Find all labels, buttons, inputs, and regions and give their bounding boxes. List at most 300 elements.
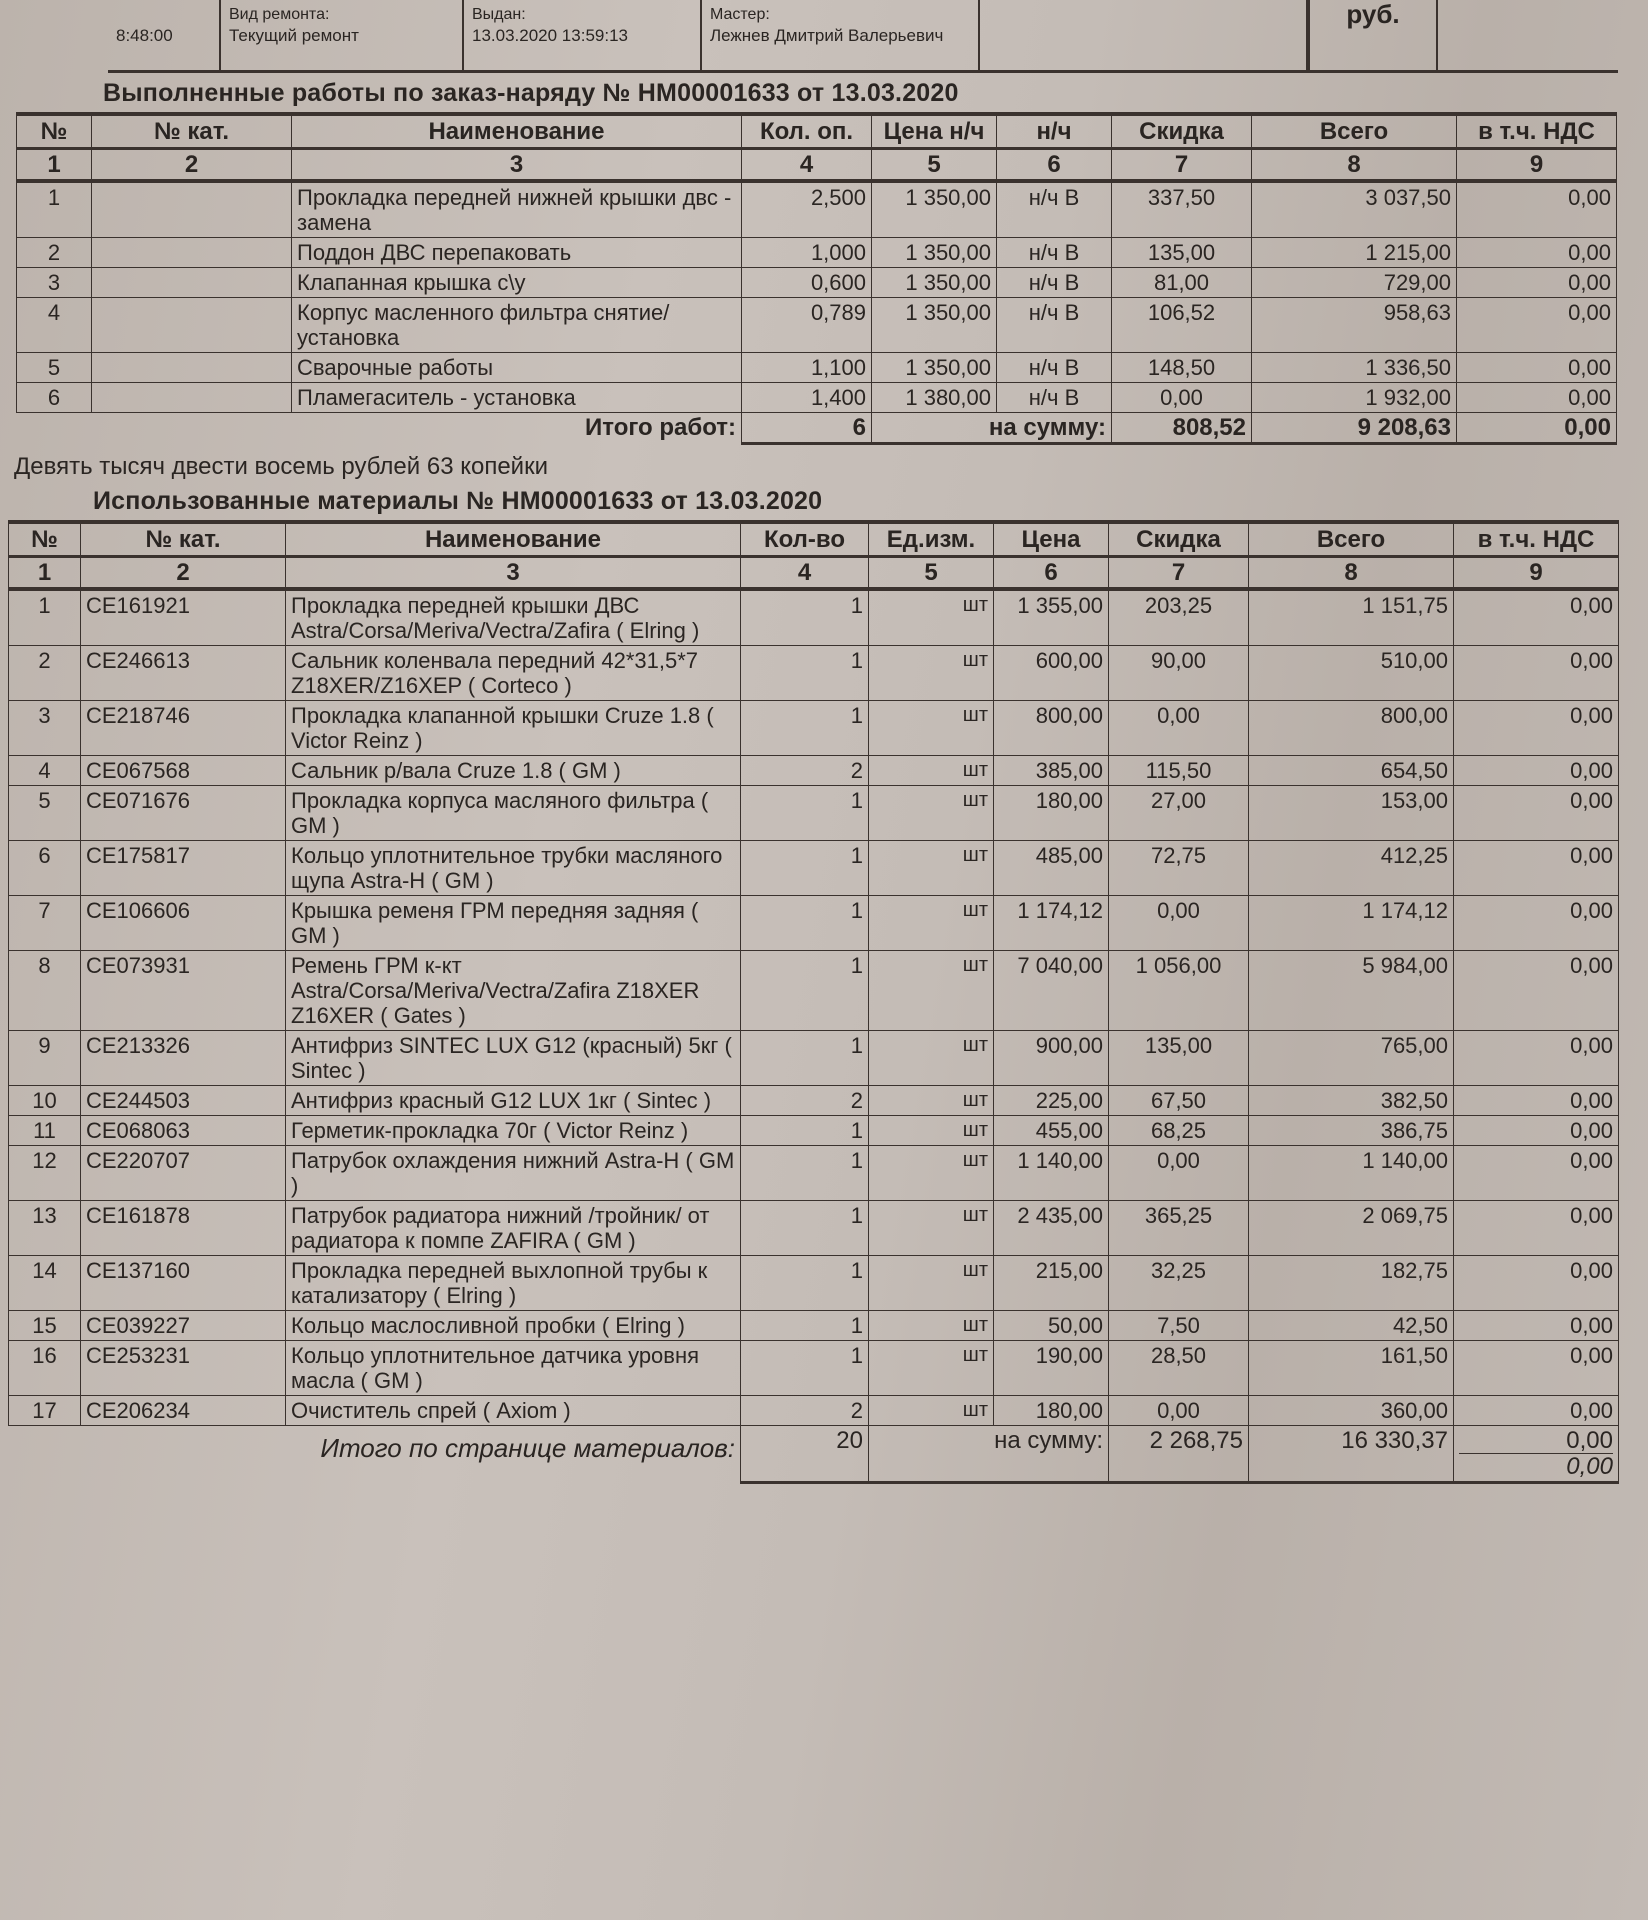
materials-cell-cat: CE213326 — [81, 1031, 286, 1086]
materials-cell-cat: CE175817 — [81, 841, 286, 896]
materials-cell-name: Крышка ремeня ГРМ передняя задняя ( GM ) — [286, 896, 741, 951]
materials-cell-vat: 0,00 — [1454, 1201, 1619, 1256]
col-number: 6 — [997, 149, 1112, 182]
col-header: Наименование — [292, 114, 742, 149]
works-cell-discount: 337,50 — [1112, 181, 1252, 238]
materials-cell-name: Прокладка клапанной крышки Cruze 1.8 ( Victor Reinz ) — [286, 701, 741, 756]
materials-cell-name: Очиститель спрей ( Axiom ) — [286, 1396, 741, 1426]
materials-cell-discount: 365,25 — [1109, 1201, 1249, 1256]
header-blank-cell — [980, 0, 1308, 70]
works-cell-n: 1 — [17, 181, 92, 238]
materials-cell-cat: CE068063 — [81, 1116, 286, 1146]
materials-cell-qty: 1 — [741, 1311, 869, 1341]
materials-cell-qty: 1 — [741, 841, 869, 896]
works-cell-unit: н/ч В — [997, 298, 1112, 353]
materials-cell-qty: 1 — [741, 1201, 869, 1256]
col-header: в т.ч. НДС — [1454, 522, 1619, 557]
materials-total-sum: 16 330,37 — [1249, 1426, 1454, 1483]
materials-cell-discount: 68,25 — [1109, 1116, 1249, 1146]
materials-cell-vat: 0,00 — [1454, 1256, 1619, 1311]
materials-cell-cat: CE206234 — [81, 1396, 286, 1426]
col-number: 2 — [81, 557, 286, 590]
materials-cell-vat: 0,00 — [1454, 786, 1619, 841]
materials-cell-name: Кольцо уплотнительное датчика уровня масла ( GM ) — [286, 1341, 741, 1396]
works-cell-discount: 106,52 — [1112, 298, 1252, 353]
col-header: Скидка — [1109, 522, 1249, 557]
materials-cell-cat: CE106606 — [81, 896, 286, 951]
col-number: 9 — [1457, 149, 1617, 182]
issued-value: 13.03.2020 13:59:13 — [472, 26, 628, 45]
materials-cell-vat: 0,00 — [1454, 756, 1619, 786]
works-cell-qty: 1,100 — [742, 353, 872, 383]
materials-cell-price: 225,00 — [994, 1086, 1109, 1116]
col-header: Кол-во — [741, 522, 869, 557]
materials-cell-discount: 203,25 — [1109, 589, 1249, 646]
col-number: 4 — [742, 149, 872, 182]
works-header-row — [17, 114, 1617, 149]
works-row — [17, 298, 1617, 353]
works-cell-vat: 0,00 — [1457, 268, 1617, 298]
works-cell-n: 2 — [17, 238, 92, 268]
materials-cell-unit: шт — [869, 1031, 994, 1086]
materials-cell-vat: 0,00 — [1454, 896, 1619, 951]
materials-cell-name: Прокладка передней выхлопной трубы к катализатору ( Elring ) — [286, 1256, 741, 1311]
master-value: Лежнев Дмитрий Валерьевич — [710, 26, 944, 45]
works-cell-discount: 0,00 — [1112, 383, 1252, 413]
materials-cell-qty: 1 — [741, 1341, 869, 1396]
col-header: Скидка — [1112, 114, 1252, 149]
works-body — [17, 181, 1617, 413]
materials-cell-name: Герметик-прокладка 70г ( Victor Reinz ) — [286, 1116, 741, 1146]
works-total-vat: 0,00 — [1457, 413, 1617, 444]
materials-cell-price: 2 435,00 — [994, 1201, 1109, 1256]
col-header: № кат. — [92, 114, 292, 149]
materials-cell-discount: 90,00 — [1109, 646, 1249, 701]
materials-cell-total: 1 174,12 — [1249, 896, 1454, 951]
works-cell-qty: 2,500 — [742, 181, 872, 238]
materials-cell-total: 765,00 — [1249, 1031, 1454, 1086]
col-header: № кат. — [81, 522, 286, 557]
materials-row — [9, 1201, 1619, 1256]
materials-row — [9, 646, 1619, 701]
materials-cell-n: 9 — [9, 1031, 81, 1086]
materials-cell-name: Прокладка корпуса масляного фильтра ( GM ) — [286, 786, 741, 841]
materials-cell-unit: шт — [869, 701, 994, 756]
issued-label: Выдан: — [472, 6, 526, 23]
materials-cell-cat: CE220707 — [81, 1146, 286, 1201]
col-number: 3 — [286, 557, 741, 590]
materials-cell-total: 654,50 — [1249, 756, 1454, 786]
materials-cell-price: 455,00 — [994, 1116, 1109, 1146]
materials-cell-unit: шт — [869, 1146, 994, 1201]
materials-cell-cat: CE071676 — [81, 786, 286, 841]
materials-row — [9, 896, 1619, 951]
materials-cell-vat: 0,00 — [1454, 951, 1619, 1031]
materials-cell-price: 900,00 — [994, 1031, 1109, 1086]
col-number: 5 — [869, 557, 994, 590]
materials-cell-n: 4 — [9, 756, 81, 786]
works-cell-price: 1 350,00 — [872, 353, 997, 383]
materials-cell-discount: 32,25 — [1109, 1256, 1249, 1311]
materials-cell-n: 2 — [9, 646, 81, 701]
materials-cell-discount: 115,50 — [1109, 756, 1249, 786]
works-cell-cat — [92, 353, 292, 383]
materials-cell-n: 10 — [9, 1086, 81, 1116]
works-cell-n: 6 — [17, 383, 92, 413]
col-number: 1 — [9, 557, 81, 590]
works-cell-price: 1 350,00 — [872, 268, 997, 298]
materials-cell-unit: шт — [869, 589, 994, 646]
materials-cell-total: 182,75 — [1249, 1256, 1454, 1311]
materials-cell-vat: 0,00 — [1454, 1116, 1619, 1146]
works-cell-name: Сварочные работы — [292, 353, 742, 383]
materials-cell-n: 15 — [9, 1311, 81, 1341]
works-row — [17, 353, 1617, 383]
materials-cell-qty: 1 — [741, 1031, 869, 1086]
works-cell-qty: 0,789 — [742, 298, 872, 353]
materials-cell-discount: 1 056,00 — [1109, 951, 1249, 1031]
materials-cell-n: 11 — [9, 1116, 81, 1146]
materials-cell-cat: CE253231 — [81, 1341, 286, 1396]
works-row — [17, 383, 1617, 413]
works-cell-name: Корпус масленного фильтра снятие/установка — [292, 298, 742, 353]
materials-cell-price: 1 174,12 — [994, 896, 1109, 951]
works-cell-vat: 0,00 — [1457, 383, 1617, 413]
materials-cell-name: Сальник р/вала Cruze 1.8 ( GM ) — [286, 756, 741, 786]
materials-cell-qty: 1 — [741, 951, 869, 1031]
materials-cell-n: 17 — [9, 1396, 81, 1426]
works-total-count: 6 — [742, 413, 872, 444]
col-number: 5 — [872, 149, 997, 182]
works-cell-total: 729,00 — [1252, 268, 1457, 298]
materials-cell-name: Антифриз SINTEC LUX G12 (красный) 5кг ( Sintec ) — [286, 1031, 741, 1086]
materials-cell-qty: 2 — [741, 756, 869, 786]
materials-cell-vat: 0,00 — [1454, 646, 1619, 701]
materials-cell-vat: 0,00 — [1454, 1396, 1619, 1426]
materials-cell-discount: 0,00 — [1109, 1396, 1249, 1426]
materials-cell-total: 1 140,00 — [1249, 1146, 1454, 1201]
works-cell-total: 3 037,50 — [1252, 181, 1457, 238]
materials-table — [8, 520, 1619, 1484]
works-cell-name: Клапанная крышка с\у — [292, 268, 742, 298]
materials-cell-vat: 0,00 — [1454, 841, 1619, 896]
materials-cell-total: 1 151,75 — [1249, 589, 1454, 646]
materials-cell-qty: 1 — [741, 589, 869, 646]
materials-cell-name: Патрубок радиатора нижний /тройник/ от радиатора к помпе ZAFIRA ( GM ) — [286, 1201, 741, 1256]
materials-cell-n: 7 — [9, 896, 81, 951]
materials-cell-vat: 0,00 — [1454, 1146, 1619, 1201]
works-cell-total: 1 215,00 — [1252, 238, 1457, 268]
col-header: Цена н/ч — [872, 114, 997, 149]
materials-cell-n: 3 — [9, 701, 81, 756]
currency-label: руб. — [1308, 0, 1438, 70]
works-cell-cat — [92, 298, 292, 353]
materials-cell-n: 12 — [9, 1146, 81, 1201]
materials-cell-qty: 1 — [741, 701, 869, 756]
materials-cell-total: 382,50 — [1249, 1086, 1454, 1116]
materials-cell-price: 385,00 — [994, 756, 1109, 786]
issued-cell — [464, 0, 702, 70]
materials-cell-total: 510,00 — [1249, 646, 1454, 701]
materials-cell-unit: шт — [869, 1341, 994, 1396]
materials-cell-total: 360,00 — [1249, 1396, 1454, 1426]
master-label: Мастер: — [710, 6, 770, 23]
works-cell-qty: 1,000 — [742, 238, 872, 268]
materials-cell-unit: шт — [869, 786, 994, 841]
materials-cell-cat: CE218746 — [81, 701, 286, 756]
works-cell-unit: н/ч В — [997, 181, 1112, 238]
repair-type-cell — [221, 0, 464, 70]
materials-cell-discount: 67,50 — [1109, 1086, 1249, 1116]
works-table — [16, 112, 1617, 445]
works-cell-total: 958,63 — [1252, 298, 1457, 353]
materials-cell-discount: 28,50 — [1109, 1341, 1249, 1396]
materials-row — [9, 841, 1619, 896]
materials-cell-price: 800,00 — [994, 701, 1109, 756]
materials-cell-qty: 1 — [741, 1146, 869, 1201]
works-cell-discount: 81,00 — [1112, 268, 1252, 298]
materials-cell-price: 180,00 — [994, 786, 1109, 841]
materials-cell-total: 161,50 — [1249, 1341, 1454, 1396]
materials-row — [9, 701, 1619, 756]
materials-cell-discount: 0,00 — [1109, 1146, 1249, 1201]
materials-row — [9, 1256, 1619, 1311]
materials-cell-name: Ремень ГРМ к-кт Astra/Corsa/Meriva/Vectra/Zafira Z18XER Z16XER ( Gates ) — [286, 951, 741, 1031]
works-cell-name: Поддон ДВС перепаковать — [292, 238, 742, 268]
materials-cell-qty: 1 — [741, 896, 869, 951]
col-header: Всего — [1252, 114, 1457, 149]
col-number: 8 — [1249, 557, 1454, 590]
materials-cell-qty: 1 — [741, 786, 869, 841]
materials-cell-name: Кольцо маслосливной пробки ( Elring ) — [286, 1311, 741, 1341]
materials-cell-vat: 0,00 — [1454, 1086, 1619, 1116]
col-header: Кол. оп. — [742, 114, 872, 149]
materials-cell-name: Сальник коленвала передний 42*31,5*7 Z18XER/Z16XEP ( Corteco ) — [286, 646, 741, 701]
works-cell-name: Пламегаситель - установка — [292, 383, 742, 413]
materials-cell-unit: шт — [869, 756, 994, 786]
works-cell-name: Прокладка передней нижней крышки двс - замена — [292, 181, 742, 238]
col-number: 7 — [1109, 557, 1249, 590]
works-total-row — [17, 413, 1617, 444]
works-cell-cat — [92, 268, 292, 298]
materials-title: Использованные материалы № НМ00001633 от 13.03.2020 — [93, 487, 823, 515]
header-time: 8:48:00 — [116, 26, 173, 45]
materials-cell-price: 1 140,00 — [994, 1146, 1109, 1201]
materials-row — [9, 1116, 1619, 1146]
materials-row — [9, 1086, 1619, 1116]
materials-cell-unit: шт — [869, 896, 994, 951]
materials-cell-discount: 27,00 — [1109, 786, 1249, 841]
order-header — [108, 0, 1618, 73]
materials-cell-unit: шт — [869, 951, 994, 1031]
materials-cell-price: 600,00 — [994, 646, 1109, 701]
master-cell — [702, 0, 980, 70]
works-cell-total: 1 336,50 — [1252, 353, 1457, 383]
materials-row — [9, 589, 1619, 646]
works-cell-vat: 0,00 — [1457, 353, 1617, 383]
materials-cell-price: 190,00 — [994, 1341, 1109, 1396]
works-row — [17, 268, 1617, 298]
materials-cell-cat: CE067568 — [81, 756, 286, 786]
works-cell-vat: 0,00 — [1457, 181, 1617, 238]
works-total-label: Итого работ: — [17, 413, 742, 444]
col-number: 7 — [1112, 149, 1252, 182]
materials-cell-cat: CE137160 — [81, 1256, 286, 1311]
repair-type-label: Вид ремонта: — [229, 6, 330, 23]
materials-cell-n: 5 — [9, 786, 81, 841]
repair-type-value: Текущий ремонт — [229, 26, 359, 45]
materials-cell-unit: шт — [869, 1256, 994, 1311]
col-number: 6 — [994, 557, 1109, 590]
materials-cell-qty: 1 — [741, 1116, 869, 1146]
materials-cell-unit: шт — [869, 1086, 994, 1116]
works-row — [17, 181, 1617, 238]
materials-cell-vat: 0,00 — [1454, 1031, 1619, 1086]
materials-cell-price: 180,00 — [994, 1396, 1109, 1426]
materials-cell-price: 485,00 — [994, 841, 1109, 896]
materials-cell-vat: 0,00 — [1454, 1311, 1619, 1341]
materials-cell-unit: шт — [869, 1396, 994, 1426]
materials-cell-total: 412,25 — [1249, 841, 1454, 896]
materials-cell-discount: 0,00 — [1109, 701, 1249, 756]
materials-total-vat-value: 0,00 — [1566, 1427, 1613, 1454]
col-header: н/ч — [997, 114, 1112, 149]
materials-row — [9, 1311, 1619, 1341]
materials-cell-total: 800,00 — [1249, 701, 1454, 756]
materials-cell-unit: шт — [869, 1311, 994, 1341]
work-order-page — [8, 0, 1618, 1484]
materials-total-qty: 20 — [741, 1426, 869, 1483]
materials-cell-cat: CE246613 — [81, 646, 286, 701]
materials-cell-n: 14 — [9, 1256, 81, 1311]
materials-total-label: Итого по странице материалов: — [320, 1433, 735, 1463]
works-cell-discount: 135,00 — [1112, 238, 1252, 268]
materials-cell-unit: шт — [869, 841, 994, 896]
col-header: Всего — [1249, 522, 1454, 557]
materials-row — [9, 1146, 1619, 1201]
materials-cell-name: Антифриз красный G12 LUX 1кг ( Sintec ) — [286, 1086, 741, 1116]
works-total-sum: 9 208,63 — [1252, 413, 1457, 444]
materials-cell-unit: шт — [869, 646, 994, 701]
materials-cell-total: 153,00 — [1249, 786, 1454, 841]
col-header: Наименование — [286, 522, 741, 557]
materials-cell-discount: 0,00 — [1109, 896, 1249, 951]
materials-cell-unit: шт — [869, 1116, 994, 1146]
materials-cell-total: 42,50 — [1249, 1311, 1454, 1341]
materials-row — [9, 1031, 1619, 1086]
materials-row — [9, 951, 1619, 1031]
materials-cell-price: 1 355,00 — [994, 589, 1109, 646]
materials-row — [9, 756, 1619, 786]
works-sum-label: на сумму: — [872, 413, 1112, 444]
works-cell-price: 1 350,00 — [872, 238, 997, 268]
materials-cell-n: 13 — [9, 1201, 81, 1256]
materials-cell-discount: 72,75 — [1109, 841, 1249, 896]
works-cell-cat — [92, 383, 292, 413]
works-cell-n: 3 — [17, 268, 92, 298]
materials-cell-vat: 0,00 — [1454, 701, 1619, 756]
col-header: Цена — [994, 522, 1109, 557]
materials-cell-vat: 0,00 — [1454, 1341, 1619, 1396]
materials-header-row — [9, 522, 1619, 557]
materials-cell-discount: 135,00 — [1109, 1031, 1249, 1086]
materials-cell-unit: шт — [869, 1201, 994, 1256]
materials-cell-n: 1 — [9, 589, 81, 646]
materials-cell-total: 5 984,00 — [1249, 951, 1454, 1031]
materials-cell-name: Прокладка передней крышки ДВС Astra/Corsa/Meriva/Vectra/Zafira ( Elring ) — [286, 589, 741, 646]
materials-cell-cat: CE039227 — [81, 1311, 286, 1341]
works-title: Выполненные работы по заказ-наряду № НМ00001633 от 13.03.2020 — [103, 79, 959, 107]
works-cell-n: 5 — [17, 353, 92, 383]
col-header: Ед.изм. — [869, 522, 994, 557]
col-number: 4 — [741, 557, 869, 590]
materials-cell-n: 8 — [9, 951, 81, 1031]
works-column-numbers — [17, 149, 1617, 182]
materials-cell-total: 2 069,75 — [1249, 1201, 1454, 1256]
works-cell-qty: 1,400 — [742, 383, 872, 413]
materials-cell-qty: 2 — [741, 1396, 869, 1426]
works-cell-vat: 0,00 — [1457, 238, 1617, 268]
materials-cell-cat: CE073931 — [81, 951, 286, 1031]
materials-cell-cat: CE244503 — [81, 1086, 286, 1116]
materials-cell-name: Кольцо уплотнительное трубки масляного щупа Astra-H ( GM ) — [286, 841, 741, 896]
materials-cell-cat: CE161878 — [81, 1201, 286, 1256]
materials-cell-qty: 1 — [741, 1256, 869, 1311]
works-total-discount: 808,52 — [1112, 413, 1252, 444]
works-cell-discount: 148,50 — [1112, 353, 1252, 383]
materials-cell-vat: 0,00 — [1454, 589, 1619, 646]
header-time-cell — [108, 0, 221, 70]
col-number: 2 — [92, 149, 292, 182]
materials-cell-cat: CE161921 — [81, 589, 286, 646]
materials-column-numbers — [9, 557, 1619, 590]
works-cell-cat — [92, 181, 292, 238]
materials-cell-n: 16 — [9, 1341, 81, 1396]
col-number: 1 — [17, 149, 92, 182]
col-number: 8 — [1252, 149, 1457, 182]
materials-cell-price: 7 040,00 — [994, 951, 1109, 1031]
works-cell-unit: н/ч В — [997, 238, 1112, 268]
works-cell-price: 1 350,00 — [872, 181, 997, 238]
col-header: № — [9, 522, 81, 557]
materials-total-discount: 2 268,75 — [1109, 1426, 1249, 1483]
materials-cell-discount: 7,50 — [1109, 1311, 1249, 1341]
works-cell-unit: н/ч В — [997, 383, 1112, 413]
materials-cell-qty: 2 — [741, 1086, 869, 1116]
materials-row — [9, 1341, 1619, 1396]
works-cell-cat — [92, 238, 292, 268]
works-cell-total: 1 932,00 — [1252, 383, 1457, 413]
works-row — [17, 238, 1617, 268]
materials-total-row — [9, 1426, 1619, 1483]
materials-cell-total: 386,75 — [1249, 1116, 1454, 1146]
works-cell-price: 1 350,00 — [872, 298, 997, 353]
materials-body — [9, 589, 1619, 1426]
materials-cell-qty: 1 — [741, 646, 869, 701]
works-cell-unit: н/ч В — [997, 353, 1112, 383]
col-number: 9 — [1454, 557, 1619, 590]
works-cell-vat: 0,00 — [1457, 298, 1617, 353]
col-number: 3 — [292, 149, 742, 182]
materials-total-vat — [1454, 1426, 1619, 1483]
materials-cell-n: 6 — [9, 841, 81, 896]
materials-sum-label: на сумму: — [869, 1426, 1109, 1483]
works-cell-unit: н/ч В — [997, 268, 1112, 298]
amount-in-words: Девять тысяч двести восемь рублей 63 копейки — [14, 453, 548, 480]
materials-cell-price: 50,00 — [994, 1311, 1109, 1341]
materials-page-vat-value: 0,00 — [1459, 1453, 1613, 1479]
works-cell-qty: 0,600 — [742, 268, 872, 298]
